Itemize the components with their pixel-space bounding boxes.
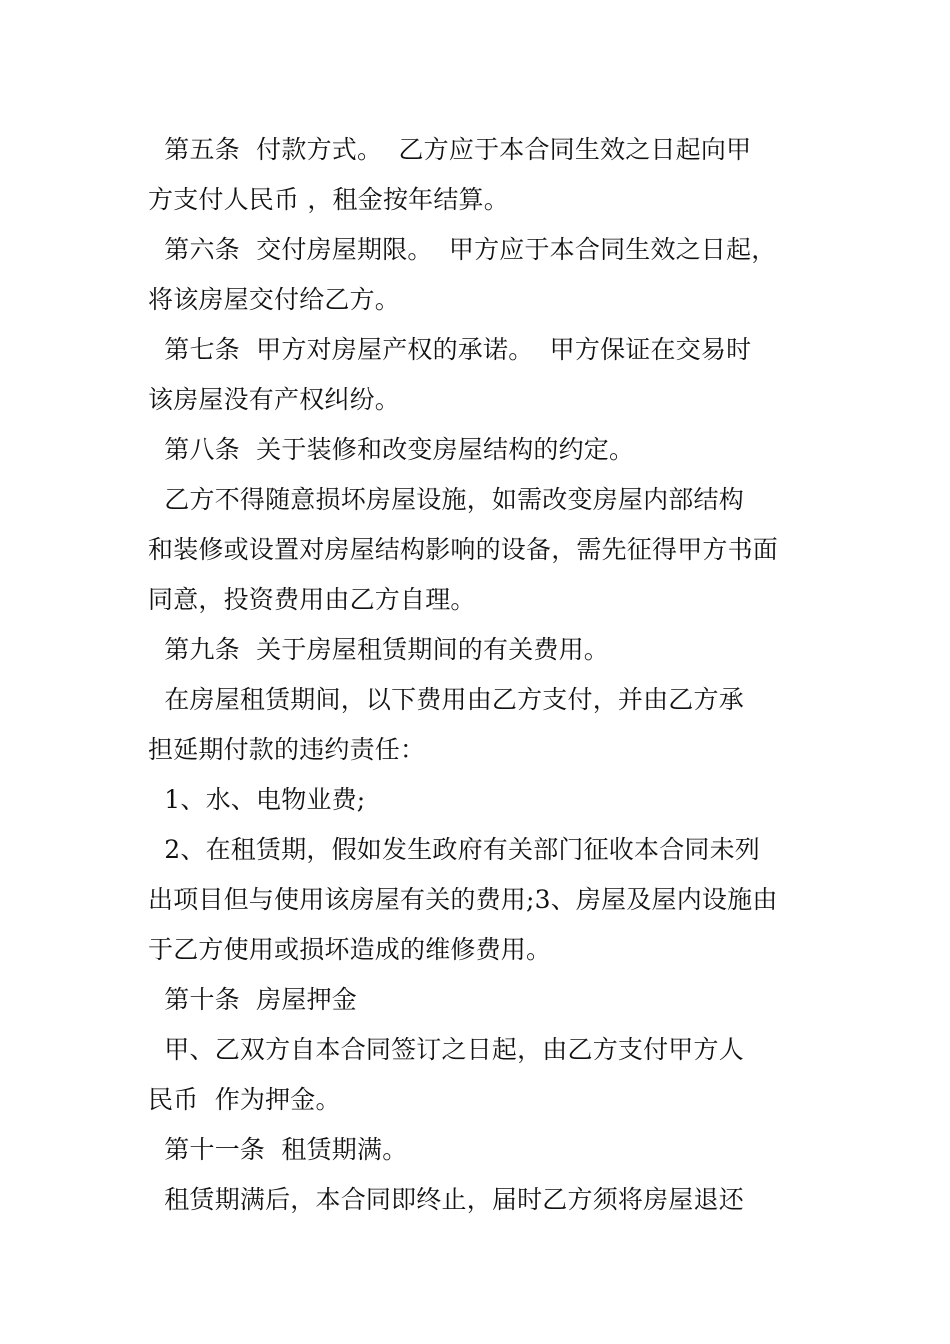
text-line: 在房屋租赁期间，以下费用由乙方支付，并由乙方承	[148, 685, 744, 714]
text-line: 甲、乙双方自本合同签订之日起，由乙方支付甲方人	[148, 1035, 744, 1064]
text-line: 将该房屋交付给乙方。	[148, 285, 401, 314]
text-line: 于乙方使用或损坏造成的维修费用。	[148, 935, 552, 964]
text-line: 民币 作为押金。	[148, 1085, 341, 1114]
text-line: 第八条 关于装修和改变房屋结构的约定。	[148, 435, 635, 464]
text-line: 出项目但与使用该房屋有关的费用;3、房屋及屋内设施由	[148, 885, 778, 914]
text-line: 1、水、电物业费;	[148, 785, 366, 814]
text-line: 乙方不得随意损坏房屋设施，如需改变房屋内部结构	[148, 485, 744, 514]
text-line: 第十一条 租赁期满。	[148, 1135, 408, 1164]
text-line: 第九条 关于房屋租赁期间的有关费用。	[148, 635, 609, 664]
text-line: 第七条 甲方对房屋产权的承诺。 甲方保证在交易时	[148, 335, 752, 364]
text-line: 该房屋没有产权纠纷。	[148, 385, 401, 414]
text-line: 租赁期满后，本合同即终止，届时乙方须将房屋退还	[148, 1185, 744, 1214]
text-line: 第十条 房屋押金	[148, 985, 357, 1014]
text-line: 第六条 交付房屋期限。 甲方应于本合同生效之日起，	[148, 235, 777, 264]
text-line: 方支付人民币 ，租金按年结算。	[148, 185, 509, 214]
text-line: 第五条 付款方式。 乙方应于本合同生效之日起向甲	[148, 135, 752, 164]
text-line: 同意，投资费用由乙方自理。	[148, 585, 476, 614]
text-line: 担延期付款的违约责任：	[148, 735, 426, 764]
text-line: 2、在租赁期，假如发生政府有关部门征收本合同未列	[148, 835, 761, 864]
text-line: 和装修或设置对房屋结构影响的设备，需先征得甲方书面	[148, 535, 779, 564]
